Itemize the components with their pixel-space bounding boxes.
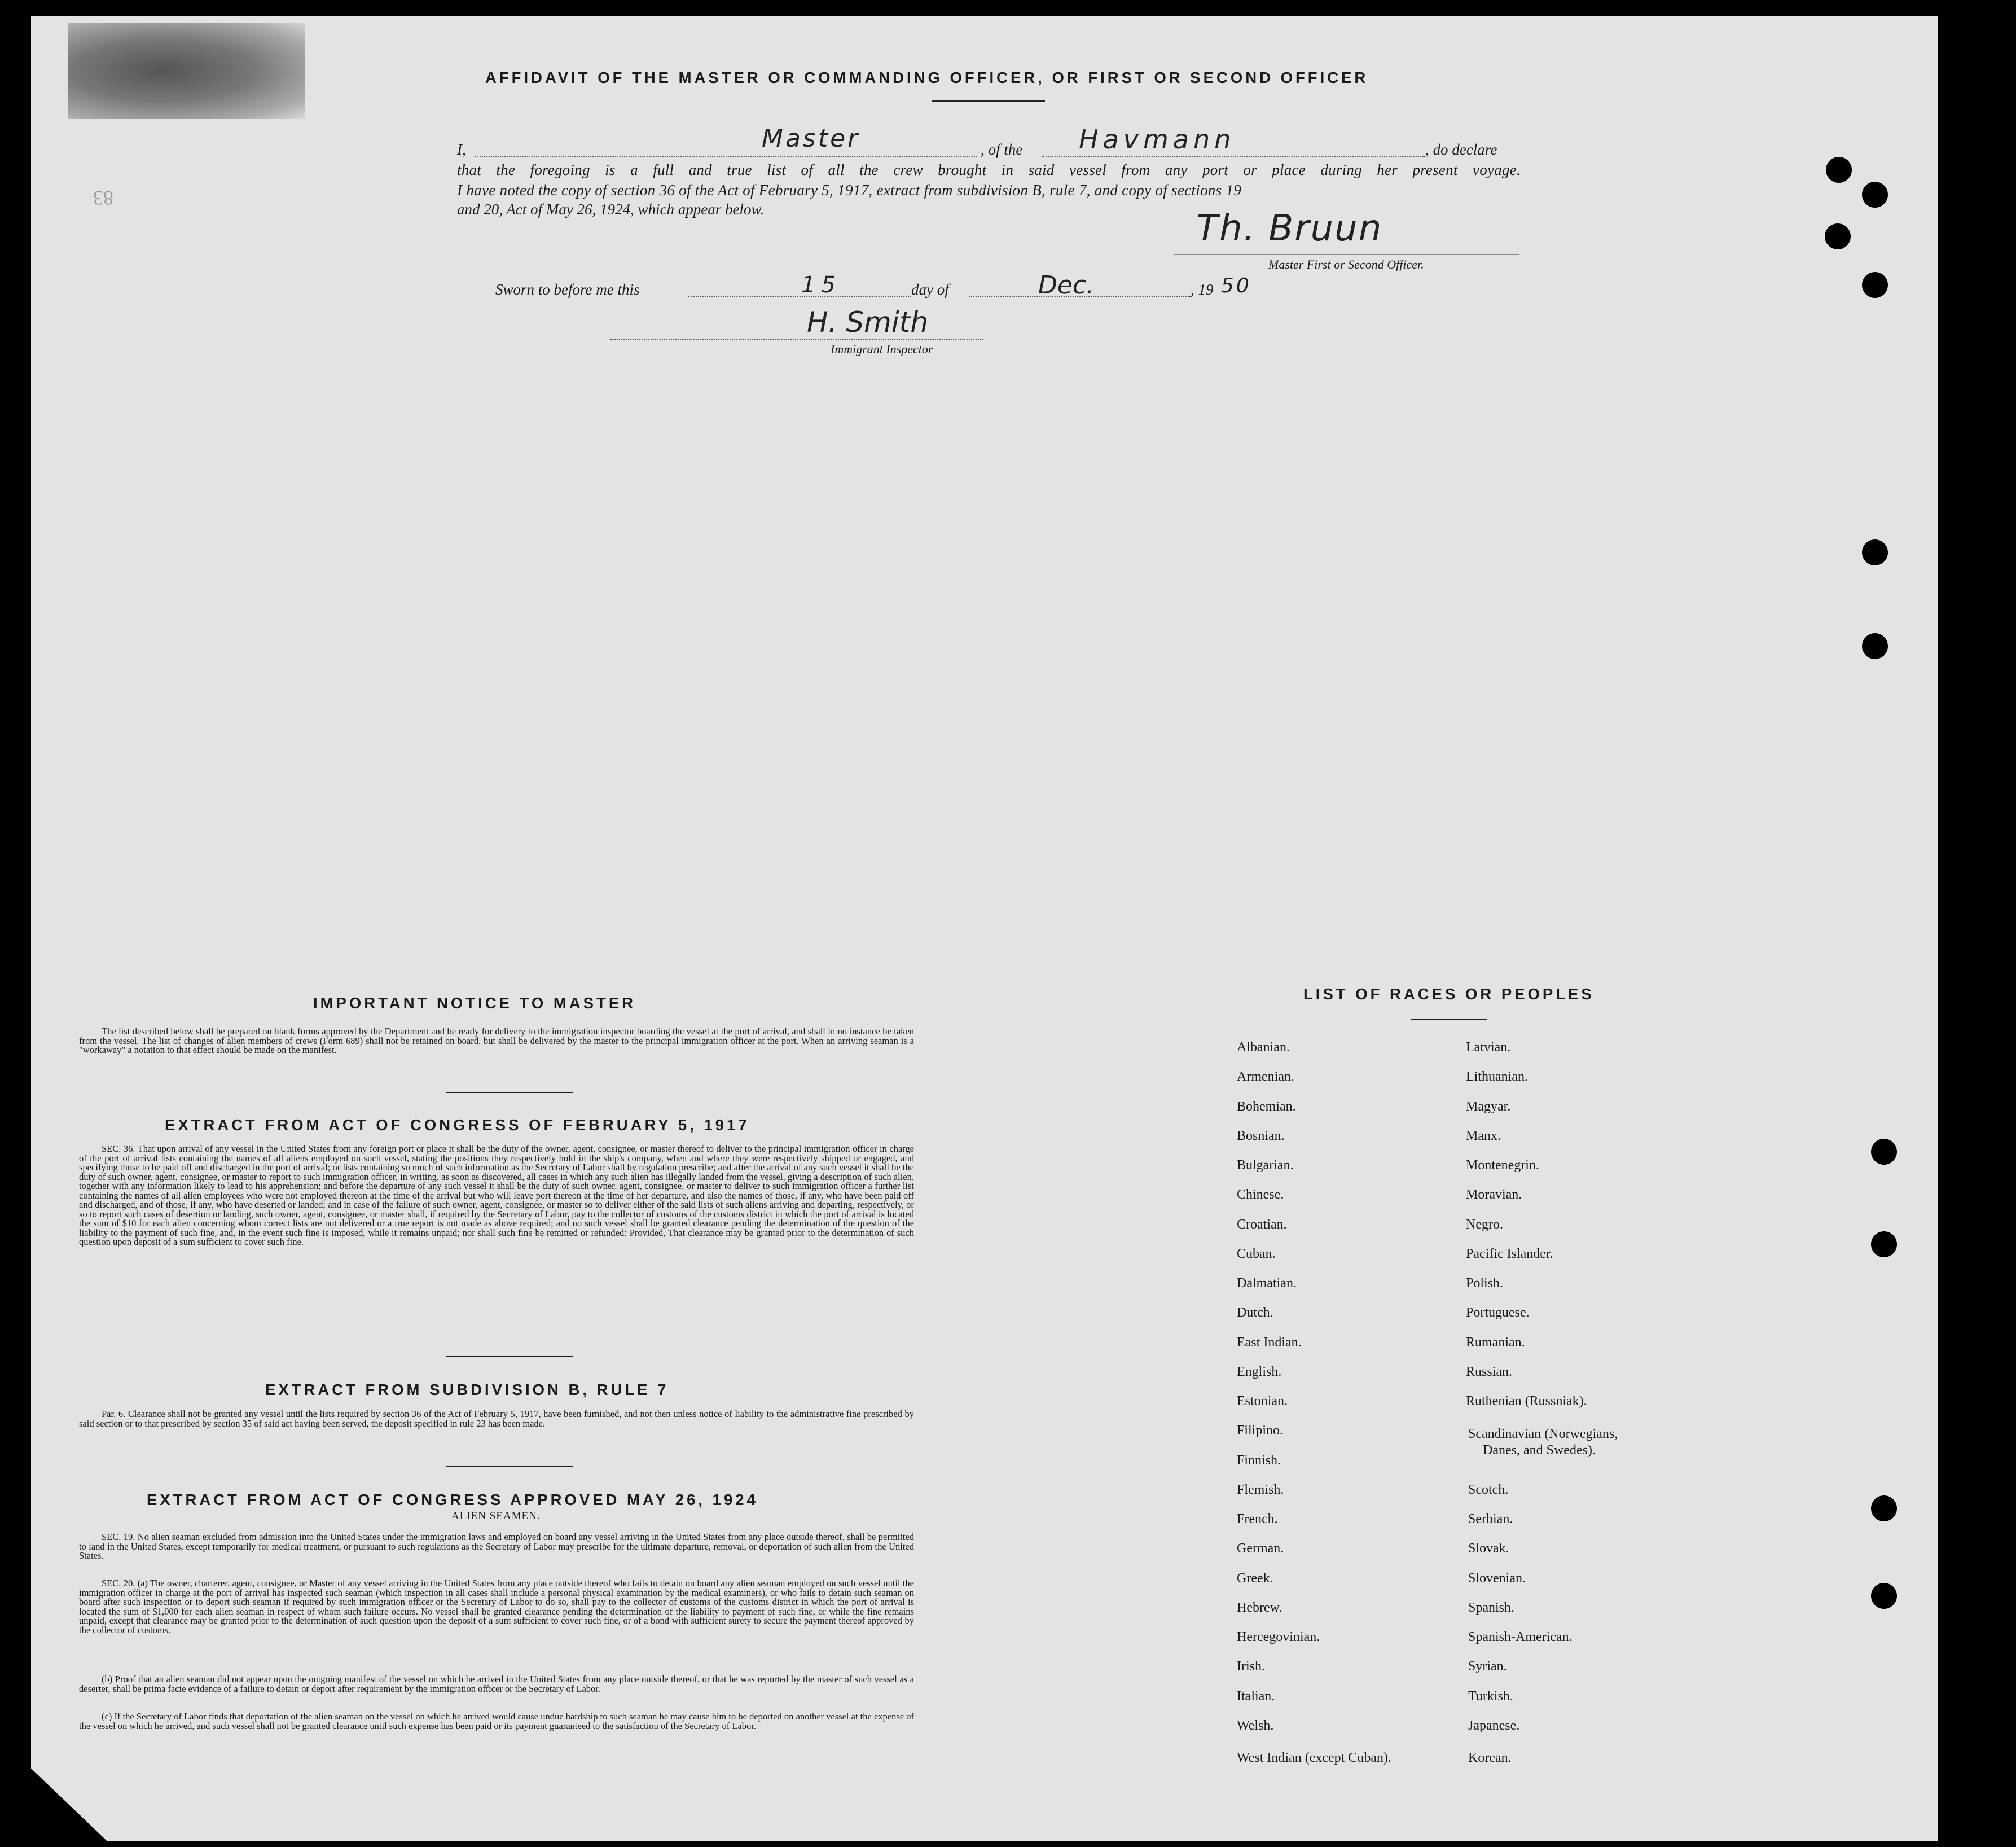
master-signature: Th. Bruun bbox=[1196, 208, 1383, 249]
race-left-item: Croatian. bbox=[1237, 1217, 1287, 1232]
day-of-label: day of bbox=[911, 281, 949, 298]
race-left-item: Dalmatian. bbox=[1237, 1276, 1297, 1291]
role-field-line bbox=[475, 156, 977, 157]
race-right-item: Syrian. bbox=[1468, 1659, 1507, 1674]
race-right-item: Pacific Islander. bbox=[1466, 1247, 1553, 1261]
extract-1917-body: SEC. 36. That upon arrival of any vessel in the United States from any foreign port or place it shall be the duty of the owner, agent, consignee, or master thereof to deliver to the principal immigration officer in charge of the port of arrival lists containing the names of all aliens employed on such vessel, stating the positions they respectively hold in the ship's company, when and where they were respectively shipped or engaged, and specifying those to be paid off and discharged in the port of arrival; or lists containing so much of such information as the Secretary of Labor shall by regulation prescribe; and after the arrival of any such vessel it shall be the duty of such owner, agent, consignee, or master to report to such immigration officer, in writing, as soon as discovered, all cases in which any such alien has illegally landed from the vessel, giving a description of such alien, together with any information likely to lead to his apprehension; and before the departure of any such vessel it shall be the duty of such owner, agent, consignee, or master to deliver to such immigration officer a further list containing the names of all alien employees who were not employed thereon at the time of the arrival but who will leave port thereon at the time of her departure, and also the names of those, if any, who have been paid off and discharged, and of those, if any, who have deserted or landed; and in case of the failure of such owner, agent, consignee, or master so to deliver either of the said lists of such aliens arriving and departing, respectively, or so to report such cases of desertion or landing, such owner, agent, consignee, or master shall, if required by the Secretary of Labor, pay to the collector of customs of the customs district in which the port of arrival is located the sum of $10 for each alien concerning whom correct lists are not delivered or a true report is not made as above required; and no such vessel shall be granted clearance pending the determination of the question of the liability to the payment of such fine, and, in the event such fine is imposed, while it remains unpaid; nor shall such fine be remitted or refunded: Provided, That clearance may be granted prior to the determination of such question upon deposit of a sum sufficient to cover such fine. bbox=[79, 1143, 914, 1247]
race-right-item: Serbian. bbox=[1468, 1512, 1513, 1526]
race-left-item: Bulgarian. bbox=[1237, 1158, 1294, 1173]
damage-smudge bbox=[68, 23, 305, 119]
race-left-item: Dutch. bbox=[1237, 1305, 1273, 1320]
punch-hole bbox=[1826, 157, 1852, 183]
race-left-item: Estonian. bbox=[1237, 1394, 1288, 1409]
document-page bbox=[31, 16, 1938, 1841]
race-right-item: Danes, and Swedes). bbox=[1483, 1443, 1596, 1458]
race-left-item: Irish. bbox=[1237, 1659, 1265, 1674]
signature-line bbox=[1174, 254, 1519, 255]
race-left-item: Greek. bbox=[1237, 1571, 1273, 1586]
race-right-item: Slovenian. bbox=[1468, 1571, 1526, 1586]
sec20a-body: SEC. 20. (a) The owner, charterer, agent, consignee, or Master of any vessel arriving in the United States from any place outside thereof who fails to detain on board any alien seaman employed on such vessel until the immigration officer in charge at the port of arrival has inspected such seaman (which inspection in all cases shall include a personal physical examination by the medical examiners), or who fails to detain such seaman on board after such inspection or to deport such seaman if required by such immigration officer or the Secretary of Labor to do so, shall pay to the collector of customs of the customs district in which the port of arrival is located the sum of $1,000 for each alien seaman in respect of whom such failure occurs. No vessel shall be granted clearance pending the determination of the liability to payment of such fine, or while the fine remains unpaid, except that clearance may be granted prior to the determination of such question upon the deposit of a sum sufficient to cover such fine, or of a bond with sufficient surety to secure the payment thereof approved by the collector of customs. bbox=[79, 1578, 914, 1635]
inspector-line bbox=[610, 339, 983, 340]
rule7-title: EXTRACT FROM SUBDIVISION B, RULE 7 bbox=[265, 1381, 669, 1398]
extract-1917-title: EXTRACT FROM ACT OF CONGRESS OF FEBRUARY 5, 1917 bbox=[165, 1116, 750, 1134]
races-title: LIST OF RACES OR PEOPLES bbox=[1303, 985, 1595, 1003]
race-left-item: Filipino. bbox=[1237, 1423, 1284, 1438]
race-right-item: Latvian. bbox=[1466, 1040, 1511, 1055]
race-right-item: Magyar. bbox=[1466, 1099, 1511, 1114]
affidavit-title: AFFIDAVIT OF THE MASTER OR COMMANDING OFFICER, OR FIRST OR SECOND OFFICER bbox=[485, 69, 1369, 86]
punch-hole bbox=[1871, 1231, 1897, 1257]
inspector-caption: Immigrant Inspector bbox=[831, 342, 933, 356]
extract-1924-title: EXTRACT FROM ACT OF CONGRESS APPROVED MAY 26, 1924 bbox=[147, 1491, 758, 1508]
vessel-handwritten: Havmann bbox=[1079, 124, 1236, 155]
punch-hole bbox=[1871, 1495, 1897, 1521]
affidavit-line-3: I have noted the copy of section 36 of the Act of February 5, 1917, extract from subdivision B, rule 7, and copy of sections 19 bbox=[457, 182, 1242, 199]
race-right-item: Manx. bbox=[1466, 1129, 1501, 1143]
notice-body: The list described below shall be prepared on blank forms approved by the Department and be ready for delivery to the immigration inspector boarding the vessel at the port of arrival, and shall in no instance be taken from the vessel. The list of changes of alien members of crews (Form 689) shall not be retained on board, but shall be delivered by the master to the principal immigration officer at the port. When an arriving seaman is a "workaway" a notation to that effect should be made on the manifest. bbox=[79, 1026, 914, 1055]
year-handwritten: 50 bbox=[1221, 274, 1251, 297]
affidavit-line-2: that the foregoing is a full and true list of all the crew brought in said vessel from any port or place during her present voyage. bbox=[457, 161, 1521, 178]
race-left-item: Cuban. bbox=[1237, 1247, 1276, 1261]
punch-hole bbox=[1825, 223, 1851, 249]
section-rule bbox=[446, 1092, 573, 1093]
race-right-item: Scandinavian (Norwegians, bbox=[1468, 1427, 1618, 1441]
race-right-item: Turkish. bbox=[1468, 1689, 1513, 1704]
punch-hole bbox=[1871, 1139, 1897, 1165]
section-rule bbox=[446, 1466, 573, 1467]
race-right-item: Rumanian. bbox=[1466, 1335, 1525, 1350]
month-handwritten: Dec. bbox=[1038, 271, 1095, 300]
punch-hole bbox=[1862, 272, 1888, 298]
day-handwritten: 15 bbox=[801, 272, 841, 298]
year-prefix: , 19 bbox=[1191, 281, 1214, 298]
sec20c-body: (c) If the Secretary of Labor finds that deportation of the alien seaman on the vessel on which he arrived would cause undue hardship to such seaman he may cause him to be deported on another vessel at the expense of the vessel on which he arrived, and such vessel shall not be granted clearance until such expense has been paid or its payment guaranteed to the satisfaction of the Secretary of Labor. bbox=[79, 1711, 914, 1731]
race-left-item: Flemish. bbox=[1237, 1482, 1284, 1497]
affidavit-line-4: and 20, Act of May 26, 1924, which appear below. bbox=[457, 201, 765, 218]
of-the-label: , of the bbox=[981, 141, 1023, 158]
signature-caption: Master First or Second Officer. bbox=[1268, 257, 1424, 271]
notice-title: IMPORTANT NOTICE TO MASTER bbox=[313, 994, 636, 1012]
title-rule bbox=[932, 100, 1045, 102]
section-rule bbox=[446, 1356, 573, 1357]
race-left-item: English. bbox=[1237, 1365, 1282, 1379]
punch-hole bbox=[1871, 1583, 1897, 1609]
race-left-item: Albanian. bbox=[1237, 1040, 1290, 1055]
races-rule bbox=[1411, 1019, 1487, 1020]
punch-hole bbox=[1862, 633, 1888, 659]
race-right-item: Portuguese. bbox=[1466, 1305, 1530, 1320]
race-left-item: Chinese. bbox=[1237, 1187, 1284, 1202]
punch-hole bbox=[1862, 539, 1888, 565]
race-right-item: Montenegrin. bbox=[1466, 1158, 1539, 1173]
sec20b-body: (b) Proof that an alien seaman did not appear upon the outgoing manifest of the vessel on which he arrived in the United States from any place outside thereof, or that he was reported by the master of such vessel as a deserter, shall be prima facie evidence of a failure to detain or deport after requirement by the immigration officer or the Secretary of Labor. bbox=[79, 1674, 914, 1694]
vessel-field-line bbox=[1042, 156, 1425, 157]
role-handwritten: Master bbox=[762, 124, 860, 153]
sworn-label: Sworn to before me this bbox=[495, 281, 640, 298]
race-right-item: Spanish. bbox=[1468, 1600, 1515, 1615]
race-left-item: French. bbox=[1237, 1512, 1278, 1526]
race-left-item: Armenian. bbox=[1237, 1069, 1294, 1084]
sec19-body: SEC. 19. No alien seaman excluded from admission into the United States under the immigration laws and employed on board any vessel arriving in the United States from any place outside thereof, shall be permitted to land in the United States, except temporarily for medical treatment, or pursuant to such regulations as the Secretary of Labor may prescribe for the ultimate departure, removal, or deportation of such alien from the United States. bbox=[79, 1532, 914, 1561]
race-left-item: Hercegovinian. bbox=[1237, 1630, 1320, 1644]
race-right-item: Spanish-American. bbox=[1468, 1630, 1573, 1644]
race-right-item: Ruthenian (Russniak). bbox=[1466, 1394, 1587, 1409]
race-left-item: Welsh. bbox=[1237, 1718, 1274, 1733]
race-left-item: Bosnian. bbox=[1237, 1129, 1285, 1143]
race-left-item: Italian. bbox=[1237, 1689, 1275, 1704]
race-left-item: West Indian (except Cuban). bbox=[1237, 1751, 1391, 1765]
race-left-item: German. bbox=[1237, 1541, 1284, 1556]
race-right-item: Japanese. bbox=[1468, 1718, 1520, 1733]
declare-label: , do declare bbox=[1425, 141, 1497, 158]
inspector-signature: H. Smith bbox=[807, 306, 929, 339]
race-right-item: Moravian. bbox=[1466, 1187, 1522, 1202]
affidavit-prefix: I, bbox=[457, 141, 466, 158]
race-right-item: Russian. bbox=[1466, 1365, 1513, 1379]
race-left-item: East Indian. bbox=[1237, 1335, 1302, 1350]
race-left-item: Finnish. bbox=[1237, 1453, 1281, 1468]
page-number: 83 bbox=[93, 187, 113, 209]
race-right-item: Polish. bbox=[1466, 1276, 1504, 1291]
rule7-body: Par. 6. Clearance shall not be granted any vessel until the lists required by section 36 of the Act of February 5, 1917, have been furnished, and not then unless notice of liability to the administrative fine prescribed by said section or to that prescribed by section 35 of said act having been served, the deposit specified in rule 23 has been made. bbox=[79, 1409, 914, 1429]
race-right-item: Korean. bbox=[1468, 1751, 1512, 1765]
day-field-line bbox=[688, 296, 911, 297]
race-left-item: Bohemian. bbox=[1237, 1099, 1296, 1114]
punch-hole bbox=[1862, 182, 1888, 208]
race-left-item: Hebrew. bbox=[1237, 1600, 1282, 1615]
race-right-item: Negro. bbox=[1466, 1217, 1503, 1232]
race-right-item: Lithuanian. bbox=[1466, 1069, 1528, 1084]
race-right-item: Scotch. bbox=[1468, 1482, 1509, 1497]
extract-1924-subtitle: ALIEN SEAMEN. bbox=[451, 1510, 541, 1522]
race-right-item: Slovak. bbox=[1468, 1541, 1509, 1556]
